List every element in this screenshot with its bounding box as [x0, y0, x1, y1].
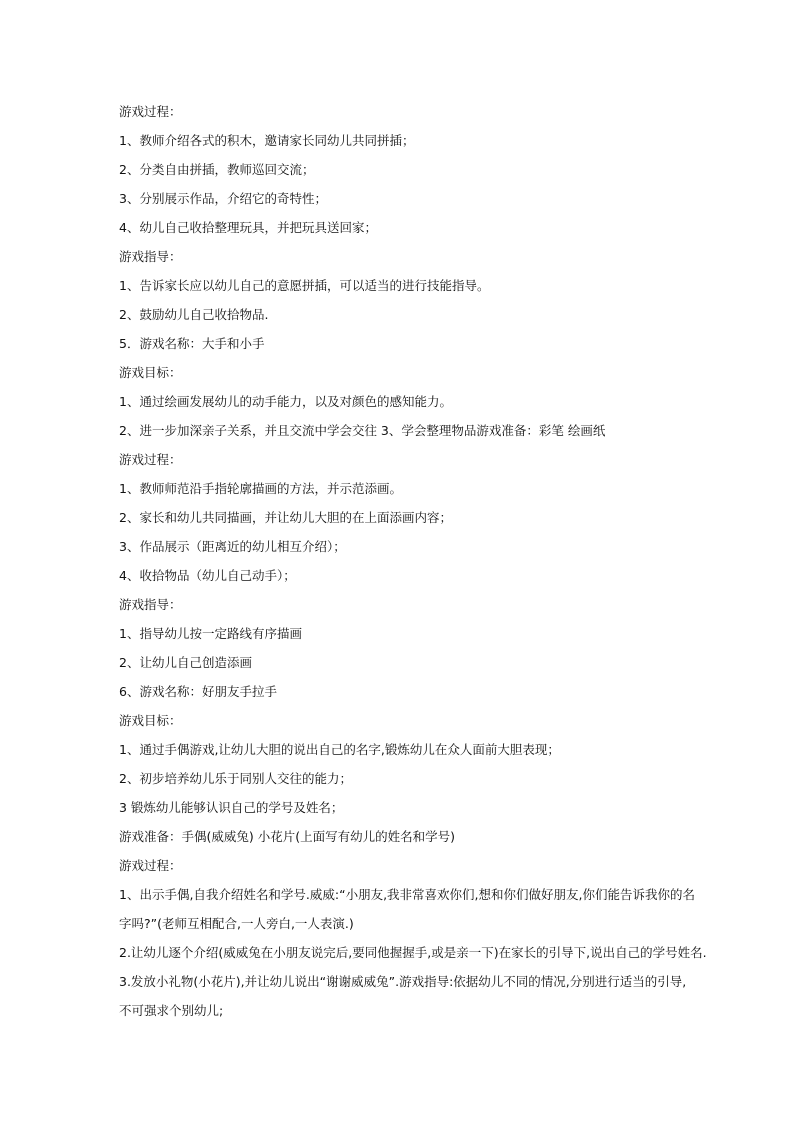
text-line: 1、通过绘画发展幼儿的动手能力，以及对颜色的感知能力。	[119, 394, 452, 409]
text-line: 1、告诉家长应以幼儿自己的意愿拼插，可以适当的进行技能指导。	[119, 278, 490, 293]
text-line: 游戏过程：	[119, 104, 182, 119]
text-line: 游戏过程：	[119, 452, 182, 467]
text-line: 游戏目标：	[119, 365, 182, 380]
text-line: 2、分类自由拼插，教师巡回交流；	[119, 162, 315, 177]
text-line: 3 锻炼幼儿能够认识自己的学号及姓名；	[119, 800, 344, 815]
text-line: 6、游戏名称：好朋友手拉手	[119, 684, 277, 699]
text-line: 4、幼儿自己收拾整理玩具，并把玩具送回家；	[119, 220, 377, 235]
text-line: 不可强求个别幼儿;	[119, 1003, 224, 1018]
text-line: 游戏指导：	[119, 597, 182, 612]
text-line: 字吗?”(老师互相配合,一人旁白,一人表演.)	[119, 916, 354, 931]
text-line: 2、初步培养幼儿乐于同别人交往的能力；	[119, 771, 352, 786]
text-line: 1、出示手偶,自我介绍姓名和学号.威威:“小朋友,我非常喜欢你们,想和你们做好朋友,你们能告诉我你的名	[119, 887, 696, 902]
text-line: 2、进一步加深亲子关系，并且交流中学会交往 3、学会整理物品游戏准备：彩笔 绘画纸	[119, 423, 606, 438]
text-line: 1、教师师范沿手指轮廓描画的方法，并示范添画。	[119, 481, 402, 496]
text-line: 游戏目标：	[119, 713, 182, 728]
text-line: 游戏过程：	[119, 858, 182, 873]
text-line: 3、作品展示（距离近的幼儿相互介绍）；	[119, 539, 346, 554]
text-line: 3、分别展示作品，介绍它的奇特性；	[119, 191, 327, 206]
document-body	[119, 0, 707, 1122]
text-line: 3.发放小礼物(小花片),并让幼儿说出“谢谢威威兔”.游戏指导:依据幼儿不同的情况,分别进行适当的引导,	[119, 974, 687, 989]
text-line: 2、让幼儿自己创造添画	[119, 655, 252, 670]
text-line: 5．游戏名称：大手和小手	[119, 336, 265, 351]
text-line: 1、教师介绍各式的积木，邀请家长同幼儿共同拼插；	[119, 133, 415, 148]
text-line: 4、收拾物品（幼儿自己动手）；	[119, 568, 296, 583]
text-line: 游戏准备：手偶(威威兔) 小花片(上面写有幼儿的姓名和学号)	[119, 829, 455, 844]
text-line: 游戏指导：	[119, 249, 182, 264]
text-line: 2.让幼儿逐个介绍(威威兔在小朋友说完后,要同他握握手,或是亲一下)在家长的引导下,说出自己的学号姓名.	[119, 945, 707, 960]
text-line: 2、鼓励幼儿自己收拾物品.	[119, 307, 269, 322]
text-line: 1、通过手偶游戏,让幼儿大胆的说出自己的名字,锻炼幼儿在众人面前大胆表现；	[119, 742, 560, 757]
text-line: 1、指导幼儿按一定路线有序描画	[119, 626, 302, 641]
text-line: 2、家长和幼儿共同描画，并让幼儿大胆的在上面添画内容；	[119, 510, 452, 525]
